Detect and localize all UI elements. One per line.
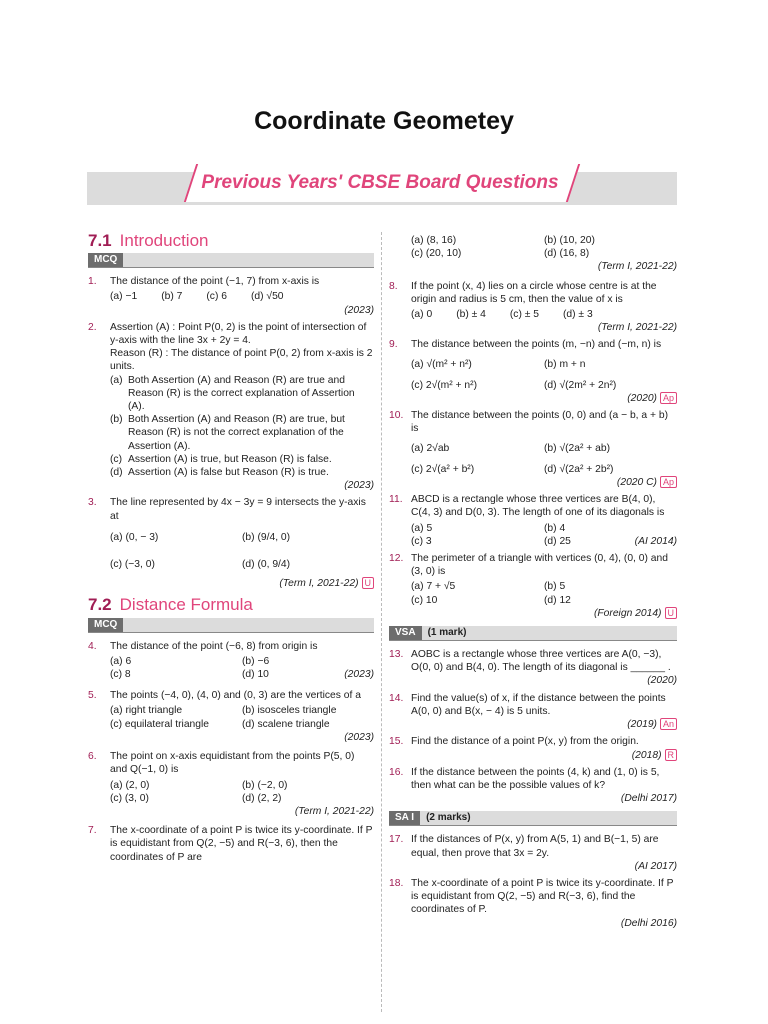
option-d: (d) (2, 2): [242, 792, 282, 804]
vsa-tag: VSA: [389, 626, 422, 640]
options: [411, 522, 677, 548]
question-text: The perimeter of a triangle with vertices (0, 4), (0, 0) and (3, 0) is: [411, 553, 668, 578]
question-reference: (Term I, 2021-22) U: [110, 577, 374, 590]
question-2: 2. Assertion (A) : Point P(0, 2) is the point of intersection of y-axis with the line 3x + 2y = 4. Reason (R) : The distance of point P(0, 2) from x-axis is 2 units. (a) Both Assertion (A) and Reason (R) are true and Reason (R) is the correct explanation of Assertion (A). (b) Both Assertion (A) and Reason (R) are true, but Reason (R) is not the correct explanation of the Assertion (A). (c) Assertion (A) is true, but Reason (R) is false. (d) Assertion (A) is false but Reason (R) is true. (2023): [88, 321, 374, 492]
column-divider: [381, 232, 382, 1012]
option-d: (d) √(2a² + 2b²): [544, 463, 614, 475]
question-text: The points (−4, 0), (4, 0) and (0, 3) are the vertices of a: [110, 690, 361, 702]
question-4: 4. The distance of the point (−6, 8) from origin is (a) 6 (b) −6 (c) 8 (d) 10 (2023): [88, 640, 374, 681]
option-d: (d) (0, 9/4): [242, 559, 291, 571]
option-a: (a) (8, 16): [411, 235, 457, 246]
mcq-tag-bar: [88, 253, 374, 268]
option-d: (d) 12: [544, 594, 571, 606]
option-c: (c) 8: [110, 669, 131, 681]
option-a: (a) 0: [411, 309, 433, 321]
question-reference: (Term I, 2021-22): [597, 261, 677, 273]
option-b: (b) −6: [242, 655, 270, 667]
question-9: 9. The distance between the points (m, −n) and (−m, n) is (a) √(m² + n²) (b) m + n (c) 2√(m² + n²) (d) √(2m² + 2n²) (2020) Ap: [389, 338, 677, 405]
question-5: 5. The points (−4, 0), (4, 0) and (0, 3) are the vertices of a (a) right triangle (b) isosceles triangle (c) equilateral triangle (d) scalene triangle (2023): [88, 690, 374, 743]
option-a: (a) 2√ab: [411, 442, 450, 454]
question-13: 13. AOBC is a rectangle whose three vertices are A(0, −3), O(0, 0) and B(4, 0). The length of its diagonal is ______ . (2020): [389, 649, 677, 687]
question-reference: (Foreign 2014) U: [411, 607, 677, 620]
options: [110, 779, 374, 805]
option-a: (a) √(m² + n²): [411, 358, 472, 370]
question-11: 11. ABCD is a rectangle whose three vertices are B(4, 0), C(4, 3) and D(0, 3). The length of one of its diagonals is (a) 5 (b) 4 (c) 3 (d) 25 (AI 2014): [389, 494, 677, 547]
option-c: (c) 3: [411, 535, 432, 547]
mcq-tag: MCQ: [88, 618, 123, 632]
question-16: 16. If the distance between the points (4, k) and (1, 0) is 5, then what can be the possible values of k? (Delhi 2017): [389, 766, 677, 805]
option-d: (d) Assertion (A) is false but Reason (R) is true.: [110, 467, 329, 479]
options: [110, 704, 374, 730]
option-d: (d) ± 3: [562, 309, 593, 321]
options: [411, 234, 677, 260]
options: [411, 580, 677, 606]
section-7-1-heading: 7.1 Introduction: [88, 231, 209, 250]
question-reference: (AI 2017): [634, 860, 677, 872]
banner-title: Previous Years' CBSE Board Questions: [201, 172, 559, 193]
options: [411, 358, 677, 392]
mcq-tag: MCQ: [88, 253, 123, 267]
application-badge: Ap: [660, 476, 677, 488]
option-b: (b) isosceles triangle: [242, 705, 337, 717]
option-c: (c) ± 5: [509, 309, 539, 321]
option-b: (b) (10, 20): [544, 235, 595, 246]
question-18: 18. The x-coordinate of a point P is twice its y-coordinate. If P is equidistant from Q(2, −5) and R(−3, 6), find the coordinates of P. (Delhi 2016): [389, 877, 677, 929]
question-reference: (2020 C) Ap: [411, 476, 677, 489]
option-d: (d) 25 (AI 2014): [544, 535, 677, 547]
question-text: If the point (x, 4) lies on a circle whose centre is at the origin and radius is 5 cm, then the value of x is: [411, 280, 657, 305]
question-reference: (2023): [344, 304, 374, 316]
question-text: The x-coordinate of a point P is twice its y-coordinate. If P is equidistant from Q(2, −5) and R(−3, 6), find the coordinates of P.: [411, 877, 674, 916]
option-c: (c) Assertion (A) is true, but Reason (R) is false.: [110, 453, 332, 465]
option-c: (c) 6: [206, 291, 227, 303]
question-reference: (AI 2014): [634, 535, 677, 547]
question-reference: (2020): [647, 675, 677, 687]
options: [411, 308, 677, 321]
question-text: Find the value(s) of x, if the distance between the points A(0, 0) and B(x, − 4) is 5 units.: [411, 692, 666, 717]
question-text: AOBC is a rectangle whose three vertices are A(0, −3), O(0, 0) and B(4, 0). The length of its diagonal is ______ .: [411, 649, 671, 674]
reason-text: Reason (R) : The distance of point P(0, 2) from x-axis is 2 units.: [110, 348, 373, 373]
understanding-badge: U: [665, 607, 678, 619]
understanding-badge: U: [362, 577, 375, 589]
option-a: (a) Both Assertion (A) and Reason (R) are true and Reason (R) is the correct explanation of Assertion (A).: [110, 374, 355, 413]
vsa-tag-bar: [389, 626, 677, 641]
question-text: If the distance between the points (4, k) and (1, 0) is 5, then what can be the possible values of k?: [411, 766, 660, 791]
question-15: 15. Find the distance of a point P(x, y) from the origin. (2018) R: [389, 735, 677, 761]
option-b: (b) ± 4: [456, 309, 486, 321]
sa1-tag: SA I: [389, 811, 420, 825]
option-b: (b) Both Assertion (A) and Reason (R) are true, but Reason (R) is not the correct explanation of the Assertion (A).: [110, 414, 345, 452]
question-reference: (2023): [344, 480, 374, 492]
application-badge: Ap: [660, 392, 677, 404]
question-10: 10. The distance between the points (0, 0) and (a − b, a + b) is (a) 2√ab (b) √(2a² + ab) (c) 2√(a² + b²) (d) √(2a² + 2b²) (2020 C) Ap: [389, 409, 677, 489]
option-c: (c) (3, 0): [110, 792, 149, 804]
question-17: 17. If the distances of P(x, y) from A(5, 1) and B(−1, 5) are equal, then prove that 3x = 2y. (AI 2017): [389, 834, 677, 872]
question-reference: (Delhi 2016): [620, 917, 677, 929]
question-text: The point on x-axis equidistant from the points P(5, 0) and Q(−1, 0) is: [110, 751, 355, 776]
question-1: 1. The distance of the point (−1, 7) from x-axis is (a) −1 (b) 7 (c) 6 (d) √50 (2023): [88, 276, 374, 316]
sa1-marks: (2 marks): [426, 812, 471, 824]
option-d: (d) 10 (2023): [242, 669, 374, 681]
question-reference: (2023): [344, 669, 374, 681]
question-reference: (Term I, 2021-22): [597, 322, 677, 334]
option-c: (c) equilateral triangle: [110, 718, 210, 730]
left-column: [88, 232, 374, 868]
option-c: (c) 2√(m² + n²): [411, 379, 477, 391]
question-8: 8. If the point (x, 4) lies on a circle whose centre is at the origin and radius is 5 cm, then the value of x is (a) 0 (b) ± 4 (c) ± 5 (d) ± 3 (Term I, 2021-22): [389, 280, 677, 334]
right-column: [389, 232, 677, 934]
analysis-badge: An: [660, 718, 677, 730]
option-a: (a) right triangle: [110, 705, 183, 717]
option-d: (d) √(2m² + 2n²): [544, 379, 617, 391]
option-c: (c) 10: [411, 594, 438, 606]
question-reference: (2019) An: [411, 718, 677, 731]
option-a: (a) 6: [110, 655, 132, 667]
question-text: The distance between the points (m, −n) and (−m, n) is: [411, 339, 662, 351]
option-a: (a) −1: [110, 291, 138, 303]
question-text: The x-coordinate of a point P is twice its y-coordinate. If P is equidistant from Q(2, −5) and R(−3, 6), then the coordinates of P are: [110, 825, 373, 863]
question-12: 12. The perimeter of a triangle with vertices (0, 4), (0, 0) and (3, 0) is (a) 7 + √5 (b) 5 (c) 10 (d) 12 (Foreign 2014) U: [389, 552, 677, 620]
question-text: Find the distance of a point P(x, y) from the origin.: [411, 736, 639, 748]
options: [411, 442, 677, 476]
question-reference: (2020) Ap: [411, 392, 677, 405]
document-title: Coordinate Geometey: [254, 107, 514, 135]
section-7-2-heading: 7.2 Distance Formula: [88, 595, 253, 615]
options: [110, 290, 374, 303]
remember-badge: R: [665, 749, 678, 761]
option-c: (c) (−3, 0): [110, 559, 155, 571]
option-c: (c) (20, 10): [411, 248, 462, 260]
question-reference: (2023): [344, 731, 374, 743]
option-d: (d) √50: [250, 291, 284, 303]
question-7: 7. The x-coordinate of a point P is twice its y-coordinate. If P is equidistant from Q(2, −5) and R(−3, 6), then the coordinates of P are: [88, 825, 373, 863]
sa1-tag-bar: [389, 811, 677, 826]
question-reference: (Delhi 2017): [620, 793, 677, 805]
options: [110, 655, 374, 681]
question-text: The distance of the point (−1, 7) from x-axis is: [110, 276, 320, 288]
option-d: (d) scalene triangle: [242, 718, 330, 730]
question-text: If the distances of P(x, y) from A(5, 1) and B(−1, 5) are equal, then prove that 3x = 2y.: [411, 834, 659, 859]
option-b: (b) 7: [161, 291, 183, 303]
option-a: (a) (0, − 3): [110, 531, 159, 543]
option-d: (d) (16, 8): [544, 248, 590, 260]
question-reference: (Term I, 2021-22): [294, 805, 374, 817]
question-text: ABCD is a rectangle whose three vertices are B(4, 0), C(4, 3) and D(0, 3). The length of one of its diagonals is: [411, 494, 665, 519]
question-7-options: [389, 234, 677, 274]
option-b: (b) m + n: [544, 358, 586, 370]
option-b: (b) 5: [544, 581, 566, 593]
question-text: The line represented by 4x − 3y = 9 intersects the y-axis at: [110, 497, 366, 522]
option-b: (b) (−2, 0): [242, 779, 288, 791]
mcq-tag-bar: [88, 618, 374, 633]
option-b: (b) (9/4, 0): [242, 531, 291, 543]
assertion-text: Assertion (A) : Point P(0, 2) is the point of intersection of y-axis with the line 3x + 2y = 4.: [110, 321, 367, 347]
question-text: The distance between the points (0, 0) and (a − b, a + b) is: [411, 410, 669, 435]
question-6: 6. The point on x-axis equidistant from the points P(5, 0) and Q(−1, 0) is (a) (2, 0) (b) (−2, 0) (c) (3, 0) (d) (2, 2) (Term I, 2021-22): [88, 751, 374, 817]
option-c: (c) 2√(a² + b²): [411, 463, 475, 475]
vsa-marks: (1 mark): [427, 627, 467, 639]
question-3: 3. The line represented by 4x − 3y = 9 intersects the y-axis at (a) (0, − 3) (b) (9/4, 0) (c) (−3, 0) (d) (0, 9/4) (Term I, 2021-22) U: [88, 496, 374, 590]
option-b: (b) 4: [544, 522, 566, 534]
question-14: 14. Find the value(s) of x, if the distance between the points A(0, 0) and B(x, − 4) is 5 units. (2019) An: [389, 692, 677, 732]
question-reference: (2018) R: [411, 749, 677, 762]
option-a: (a) 7 + √5: [411, 581, 456, 593]
option-a: (a) 5: [411, 522, 433, 534]
option-b: (b) √(2a² + ab): [544, 442, 611, 454]
option-a: (a) (2, 0): [110, 779, 150, 791]
question-text: The distance of the point (−6, 8) from origin is: [110, 640, 318, 652]
options: [110, 531, 374, 571]
